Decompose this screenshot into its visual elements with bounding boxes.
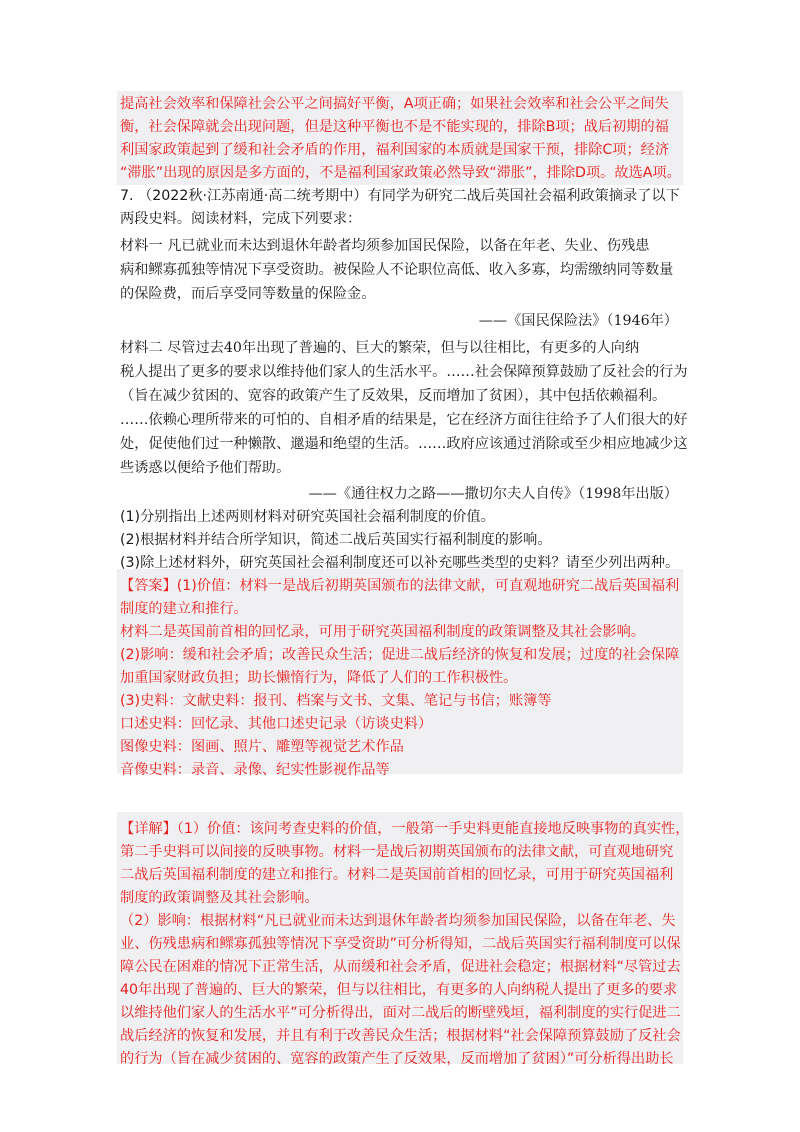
detail-line: 二战后英国福利制度的建立和推行。材料二是英国前首相的回忆录，可用于研究英国福利 (120, 867, 674, 883)
detail-line: 制度的政策调整及其社会影响。 (120, 890, 319, 906)
analysis-line: 提高社会效率和保障社会公平之间搞好平衡，A项正确；如果社会效率和社会公平之间失 (120, 96, 669, 112)
analysis-line: “滞胀”出现的原因是多方面的，不是福利国家政策必然导致“滞胀”，排除D项。故选A项。 (120, 165, 681, 181)
answer-line: 制度的建立和推行。 (120, 601, 248, 617)
material-one-line: 病和鳏寡孤独等情况下享受资助。被保险人不论职位高低、收入多寡，均需缴纳同等数量 (120, 262, 674, 278)
detail-line: 业、伤残患病和鳏寡孤独等情况下享受资助”可分析得知，二战后英国实行福利制度可以保 (120, 936, 681, 952)
material-two-line: 些诱惑以便给予他们帮助。 (120, 460, 291, 476)
material-two-line: （旨在减少贫困的、宽容的政策产生了反效果，反而增加了贫困），其中包括依赖福利。 (120, 388, 667, 404)
analysis-line: 利国家政策起到了缓和社会矛盾的作用，福利国家的本质就是国家干预，排除C项；经济 (120, 142, 670, 158)
answer-line: 材料二是英国前首相的回忆录，可用于研究英国福利制度的政策调整及其社会影响。 (120, 624, 645, 640)
task-item: (3)除上述材料外，研究英国社会福利制度还可以补充哪些类型的史料？请至少列出两种。 (120, 555, 680, 571)
material-two-line: 处，促使他们过一种懒散、邋遢和绝望的生活。……政府应该通过消除或至少相应地减少这 (120, 436, 688, 452)
answer-line: 图像史料：图画、照片、雕塑等视觉艺术作品 (120, 739, 404, 755)
detail-line: 【详解】（1）价值：该问考查史料的价值，一般第一手史料更能直接地反映事物的真实性， (120, 821, 690, 837)
detail-line: 第二手史料可以间接的反映事物。材料一是战后初期英国颁布的法律文献，可直观地研究 (120, 844, 674, 860)
task-item: (1)分别指出上述两则材料对研究英国社会福利制度的价值。 (120, 509, 495, 525)
detail-line: （2）影响：根据材料“凡已就业而未达到退休年龄者均须参加国民保险，以备在年老、失 (120, 913, 676, 929)
task-item: (2)根据材料并结合所学知识，简述二战后英国实行福利制度的影响。 (120, 532, 552, 548)
material-one-line: 的保险费，而后享受同等数量的保险金。 (120, 286, 376, 302)
detail-line: 以维持他们家人的生活水平”可分析得出，面对二战后的断壁残垣，福利制度的实行促进二 (120, 1005, 681, 1021)
answer-line: 口述史料：回忆录、其他口述史记录（访谈史料） (120, 716, 433, 732)
question-stem: 两段史料。阅读材料，完成下列要求： (120, 211, 362, 227)
material-two-line: ……依赖心理所带来的可怕的、自相矛盾的结果是，它在经济方面往往给予了人们很大的好 (120, 412, 688, 428)
answer-line: 音像史料：录音、录像、纪实性影视作品等 (120, 762, 390, 778)
analysis-line: 衡，社会保障就会出现问题，但是这种平衡也不是不能实现的，排除B项；战后初期的福 (120, 119, 669, 135)
detail-line: 40年出现了普遍的、巨大的繁荣，但与以往相比，有更多的人向纳税人提出了更多的要求 (120, 982, 678, 998)
answer-line: 【答案】(1)价值：材料一是战后初期英国颁布的法律文献，可直观地研究二战后英国福利 (120, 578, 680, 594)
detail-line: 的行为（旨在减少贫困的、宽容的政策产生了反效果，反而增加了贫困）”可分析得出助长 (120, 1051, 674, 1067)
answer-line: (2)影响：缓和社会矛盾；改善民众生活；促进二战后经济的恢复和发展；过度的社会保障 (120, 647, 680, 663)
question-stem: 7. （2022秋·江苏南通·高二统考期中）有同学为研究二战后英国社会福利政策摘录了以下 (120, 188, 680, 204)
detail-line: 障公民在困难的情况下正常生活，从而缓和社会矛盾，促进社会稳定；根据材料“尽管过去 (120, 959, 681, 975)
answer-line: 加重国家财政负担；助长懒惰行为，降低了人们的工作积极性。 (120, 670, 518, 686)
answer-line: (3)史料：文献史料：报刊、档案与文书、文集、笔记与书信；账簿等 (120, 693, 552, 709)
material-one-source: ——《国民保险法》（1946年） (478, 313, 678, 329)
material-two-source: ——《通往权力之路——撒切尔夫人自传》（1998年出版） (308, 486, 678, 502)
detail-line: 战后经济的恢复和发展，并且有利于改善民众生活；根据材料“社会保障预算鼓励了反社会 (120, 1028, 681, 1044)
material-two-line: 材料二 尽管过去40年出现了普遍的、巨大的繁荣，但与以往相比，有更多的人向纳 (120, 340, 640, 356)
material-one-line: 材料一 凡已就业而未达到退休年龄者均须参加国民保险，以备在年老、失业、伤残患 (120, 238, 650, 254)
material-two-line: 税人提出了更多的要求以维持他们家人的生活水平。……社会保障预算鼓励了反社会的行为 (120, 364, 688, 380)
